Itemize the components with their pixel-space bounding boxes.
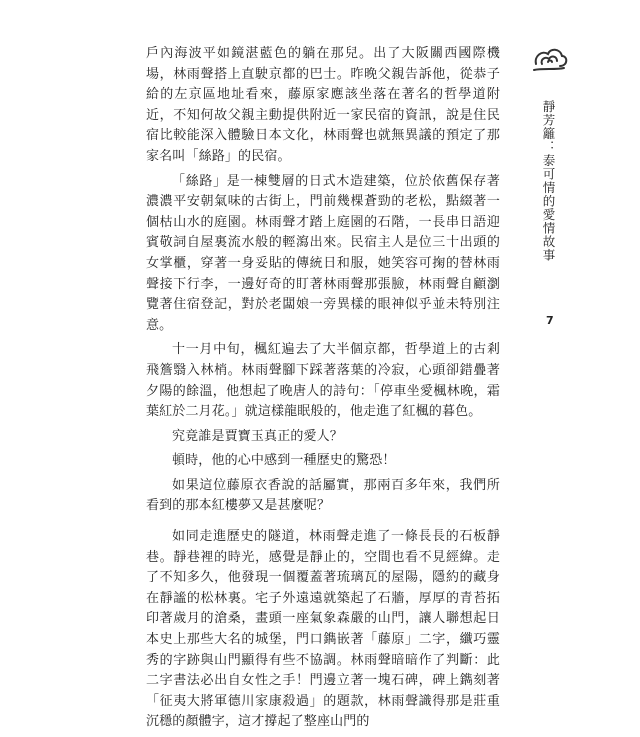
paragraph-6: 如果這位藤原衣香說的話屬實，那兩百多年來，我們所看到的那本紅樓夢又是甚麼呢？ (146, 477, 500, 514)
paragraph-1: 戶內海波平如鏡湛藍色的躺在那兒。出了大阪關西國際機場，林雨聲搭上直駛京都的巴士。昨晚父親告訴他，從恭子給的左京區地址看來，藤原家應該坐落在著名的哲學道附近，不知何故父親主動提供附近一家民宿的資訊，說是住民宿比較能深入體驗日本文化，林雨聲也就無異議的預定了那家名叫「絲路」的民宿。 (146, 46, 500, 164)
paragraph-3: 十一月中旬，楓紅遍去了大半個京都，哲學道上的古剎飛簷翳入林梢。林雨聲腳下踩著落葉的冷寂，心頭卻錯疊著夕陽的餘溫，他想起了晚唐人的詩句：「停車坐愛楓林晚，霜葉紅於二月花。」就這樣龍眠般的，他走進了紅楓的暮色。 (146, 342, 500, 420)
paragraph-7: 如同走進歷史的隧道，林雨聲走進了一條長長的石板靜巷。靜巷裡的時光，感覺是靜止的，空間也看不見經緯。走了不知多久，他發現一個覆蓋著琉璃瓦的屋陽，隱約的藏身在靜謐的松林裏。宅子外遠遠就築起了石牆，厚厚的青苔拓印著歲月的滄桑，畫頭一座氣象森嚴的山門，讓人聯想起日本史上那些大名的城堡，門口鐫嵌著「藤原」二字，纖巧靈秀的字跡與山門顯得有些不協調。林雨聲暗暗作了判斷：此二字書法必出自女性之手！門邊立著一塊石碑，碑上鐫刻著「征夷大將軍德川家康殺過」的題款，林雨聲識得那是莊重沉穩的顏體字，這才撐起了整座山門的 (146, 529, 500, 730)
body-text (146, 44, 500, 737)
paragraph-5: 頓時，他的心中感到一種歷史的驚恐！ (172, 453, 396, 469)
page-number: 7 (546, 314, 554, 327)
cloud-ornament-icon (530, 40, 570, 84)
book-title: 靜芳籬：泰可情的愛情故事 (541, 100, 556, 262)
running-header (530, 40, 570, 300)
paragraph-2: 「絲路」是一棟雙層的日式木造建築，位於依舊保存著濃濃平安朝氣味的古街上，門前幾棵蒼勁的老松，點綴著一個枯山水的庭園。林雨聲才踏上庭園的石階，一長串日語迎賓敬詞自屋裏流水般的輕瀉出來。民宿主人是位三十出頭的女掌櫃，穿著一身妥貼的傳統日和服，她笑容可掬的替林雨聲接下行李，一邊好奇的盯著林雨聲那張臉，林雨聲自顧瀏覽著住宿登記，對於老闆娘一旁異樣的眼神似乎並未特別注意。 (146, 173, 500, 333)
paragraph-4: 究竟誰是賈寶玉真正的愛人？ (172, 428, 343, 444)
